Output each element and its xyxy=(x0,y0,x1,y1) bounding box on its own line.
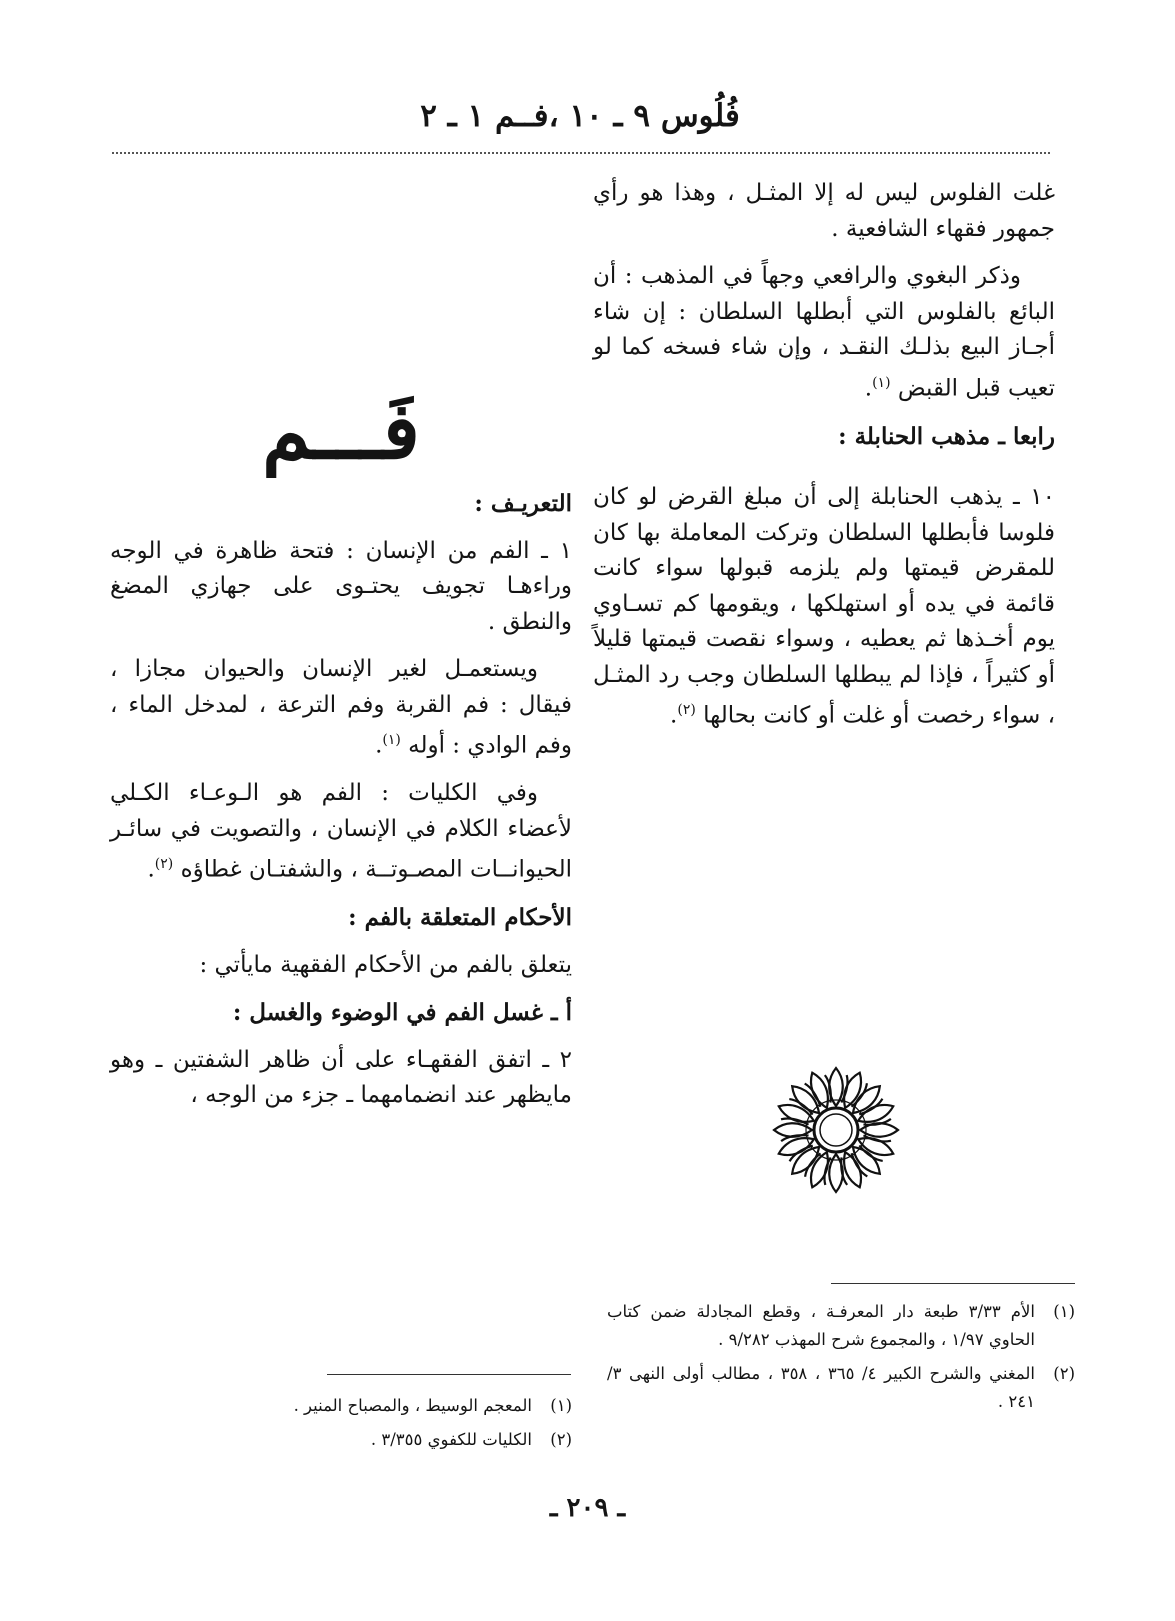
paragraph-text: وفي الكليات : الفم هو الـوعـاء الكـلي لأعضاء الكلام في الإنسان ، والتصويت في سائـر الحيوانــات المصـوتــة ، والشفتـان غطاؤه xyxy=(110,780,572,883)
footnote-ref[interactable]: (١) xyxy=(872,374,891,391)
footnote xyxy=(607,1298,1075,1354)
footnotes-right xyxy=(607,1298,1075,1422)
footnote xyxy=(110,1426,572,1454)
header-divider xyxy=(112,152,1050,154)
paragraph xyxy=(110,652,572,764)
punctuation: . xyxy=(375,732,383,759)
section-heading: التعريـف : xyxy=(474,490,572,517)
footnote-divider xyxy=(327,1374,571,1375)
entry-title: فَـــم xyxy=(262,386,420,477)
footnote-text: الأم ٣/٣٣ طبعة دار المعرفـة ، وقطع المجادلة ضمن كتاب الحاوي ١/٩٧ ، والمجموع شرح المهذب ٩/٢٨٢ . xyxy=(607,1302,1035,1349)
right-column xyxy=(593,176,1055,746)
paragraph-text: ١٠ ـ يذهب الحنابلة إلى أن مبلغ القرض لو كان فلوسا فأبطلها السلطان وتركت المعاملة بها كان للمقرض قيمتها ولم يلزمه قبولها سواء كانت قائمة في يده أو استهلكها ، ويقومها كم تسـاوي يوم أخـذها ثم يعطيه ، وسواء نقصت قيمتها قليلاً أو كثيراً ، فإذا لم يبطلها السلطان وجب رد المثـل ، سواء رخصت أو غلت أو كانت بحالها xyxy=(593,484,1055,729)
footnote-text: المعجم الوسيط ، والمصباح المنير . xyxy=(293,1396,532,1415)
left-column xyxy=(110,386,572,1126)
paragraph: ١ ـ الفم من الإنسان : فتحة ظاهرة في الوجه وراءهـا تجويف يحتـوى على جهازي المضغ والنطق . xyxy=(110,537,572,635)
paragraph xyxy=(593,176,1055,247)
footnote-number: (١) xyxy=(1053,1302,1075,1321)
paragraph: ٢ ـ اتفق الفقهـاء على أن ظاهر الشفتين ـ وهو مايظهر عند انضمامهما ـ جزء من الوجه ، xyxy=(110,1046,572,1109)
paragraph xyxy=(593,480,1055,734)
punctuation: . xyxy=(864,375,873,402)
paragraph xyxy=(110,776,572,888)
footnotes-left xyxy=(110,1392,572,1460)
paragraph-text: ويستعمـل لغير الإنسان والحيوان مجازا ، فيقال : فم القربة وفم الترعة ، لمدخل الماء ، وفم الوادي : أوله xyxy=(110,656,572,759)
paragraph xyxy=(593,259,1055,407)
paragraph-text: غلت الفلوس ليس له إلا المثـل ، وهذا هو رأي جمهور فقهاء الشافعية . xyxy=(593,180,1055,242)
footnote-number: (١) xyxy=(550,1396,572,1415)
rosette-ornament-icon xyxy=(770,1064,902,1196)
footnote-divider xyxy=(831,1283,1075,1284)
footnote-ref[interactable]: (٢) xyxy=(677,702,696,719)
page-number: ـ ٢٠٩ ـ xyxy=(549,1493,626,1523)
footnote-number: (٢) xyxy=(1053,1364,1075,1383)
footnote-text: الكليات للكفوي ٣/٣٥٥ . xyxy=(370,1430,532,1449)
footnote xyxy=(110,1392,572,1420)
footnote xyxy=(607,1360,1075,1416)
footnote-text: المغني والشرح الكبير ٤/ ٣٦٥ ، ٣٥٨ ، مطالب أولى النهى ٣/ ٢٤١ . xyxy=(607,1364,1035,1411)
punctuation: . xyxy=(147,856,155,883)
running-header: فُلُوس ٩ ـ ١٠ ،فــم ١ ـ ٢ xyxy=(420,98,740,134)
footnote-ref[interactable]: (٢) xyxy=(154,856,174,873)
section-heading: رابعا ـ مذهب الحنابلة : xyxy=(838,422,1055,450)
paragraph-text: وذكر البغوي والرافعي وجهاً في المذهب : أن البائع بالفلوس التي أبطلها السلطان : إن شاء أجـاز البيع بذلـك النقـد ، وإن شاء فسخه كما لو تعيب قبل القبض xyxy=(593,263,1055,402)
section-heading: الأحكام المتعلقة بالفم : xyxy=(348,904,572,932)
punctuation: . xyxy=(670,702,678,729)
paragraph: يتعلق بالفم من الأحكام الفقهية مايأتي : xyxy=(199,951,572,978)
subsection-heading: أ ـ غسل الفم في الوضوء والغسل : xyxy=(232,999,572,1027)
footnote-number: (٢) xyxy=(550,1430,572,1449)
footnote-ref[interactable]: (١) xyxy=(382,732,401,748)
